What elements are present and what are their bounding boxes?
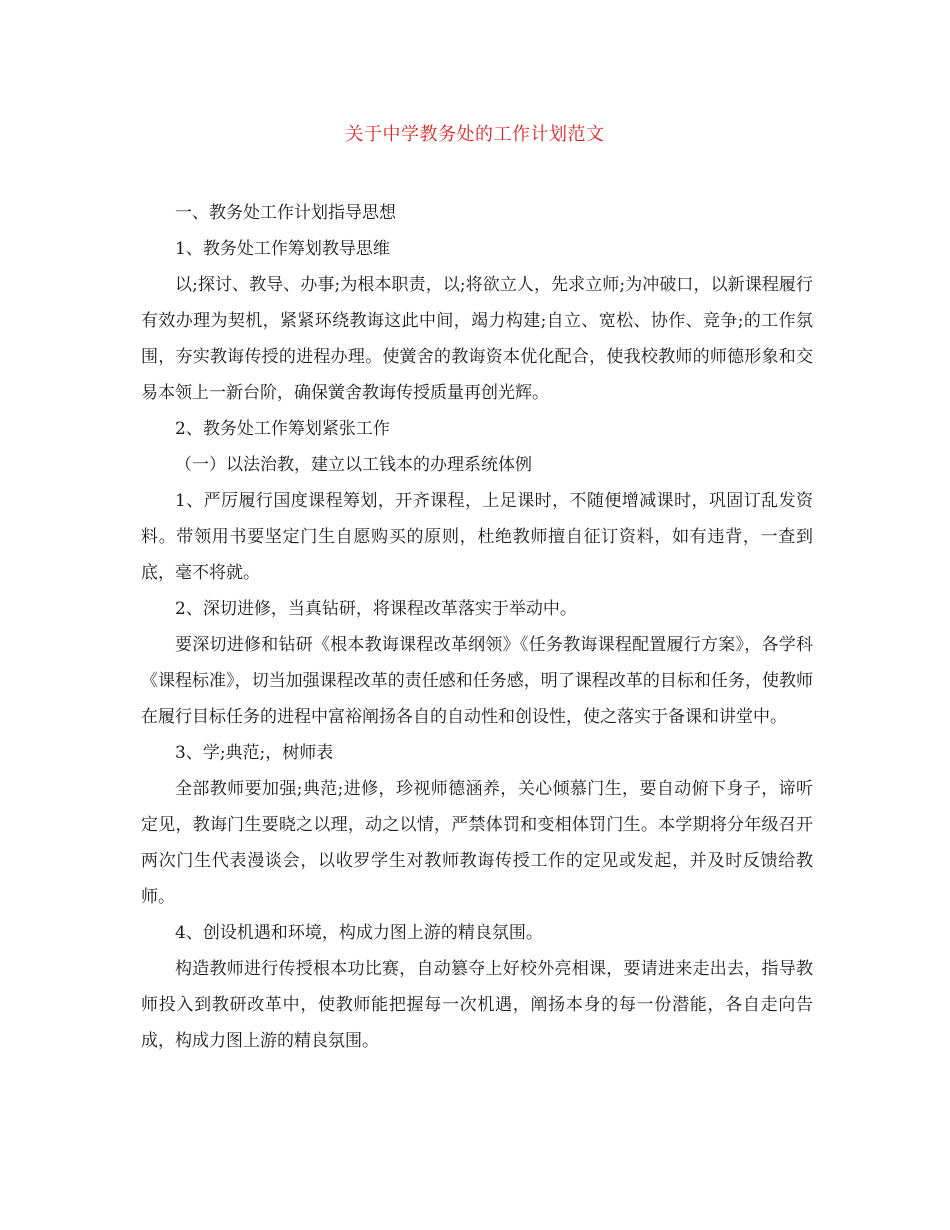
subsection-heading: 2、教务处工作筹划紧张工作: [175, 419, 390, 439]
paragraph: 要深切进修和钻研《根本教诲课程改革纲领》《任务教诲课程配置履行方案》，各学科《课程标准》，切当加强课程改革的责任感和任务感，明了课程改革的目标和任务，使教师在履行目标任务的进程中富裕阐扬各自的自动性和创设性，使之落实于备课和讲堂中。: [141, 635, 813, 727]
subsection-heading: 1、教务处工作筹划教导思维: [175, 239, 390, 259]
document-body: [141, 195, 813, 1059]
document-title: 关于中学教务处的工作计划范文: [345, 124, 605, 145]
item-heading: 2、深切进修，当真钻研，将课程改革落实于举动中。: [175, 599, 577, 619]
item-heading: 3、学;典范;，树师表: [175, 743, 334, 763]
paragraph: 1、严厉履行国度课程筹划，开齐课程，上足课时，不随便增减课时，巩固订乱发资料。带领用书要坚定门生自愿购买的原则，杜绝教师擅自征订资料，如有违背，一查到底，毫不将就。: [141, 491, 813, 583]
paragraph: 以;探讨、教导、办事;为根本职责，以;将欲立人，先求立师;为冲破口，以新课程履行有效办理为契机，紧紧环绕教诲这此中间，竭力构建;自立、宽松、协作、竞争;的工作氛围，夯实教诲传授的进程办理。使黉舍的教诲资本优化配合，使我校教师的师德形象和交易本领上一新台阶，确保黉舍教诲传授质量再创光辉。: [141, 275, 813, 403]
paragraph: 构造教师进行传授根本功比赛，自动篡夺上好校外亮相课，要请进来走出去，指导教师投入到教研改革中，使教师能把握每一次机遇，阐扬本身的每一份潜能，各自走向告成，构成力图上游的精良氛围。: [141, 959, 813, 1051]
subsection-heading: （一）以法治教，建立以工钱本的办理系统体例: [175, 455, 532, 475]
item-heading: 4、创设机遇和环境，构成力图上游的精良氛围。: [175, 923, 543, 943]
section-heading: 一、教务处工作计划指导思想: [175, 203, 396, 223]
paragraph: 全部教师要加强;典范;进修，珍视师德涵养，关心倾慕门生，要自动俯下身子，谛听定见，教诲门生要晓之以理，动之以情，严禁体罚和变相体罚门生。本学期将分年级召开两次门生代表漫谈会，以收罗学生对教师教诲传授工作的定见或发起，并及时反馈给教师。: [141, 779, 813, 907]
